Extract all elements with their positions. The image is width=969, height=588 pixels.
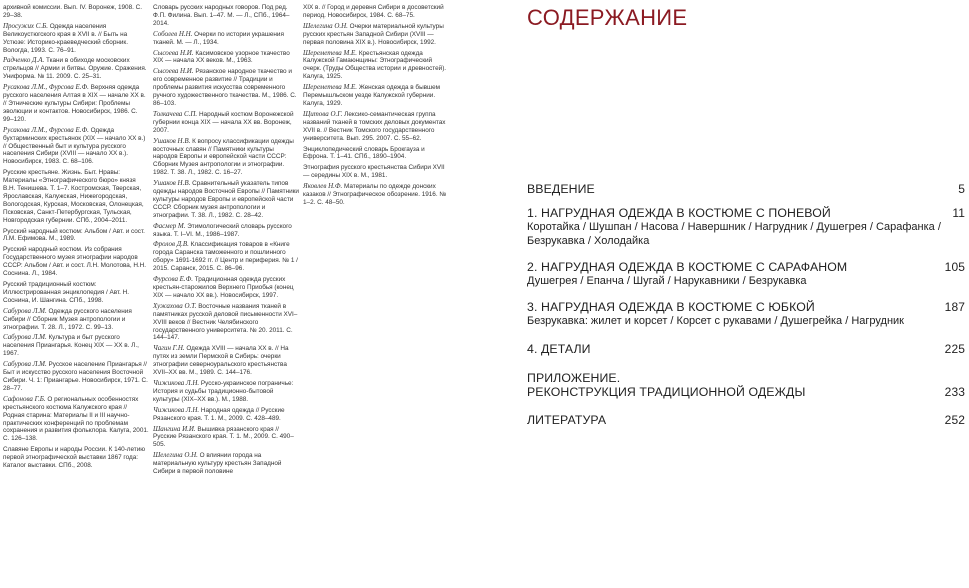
- bibliography-text: О региональных особенностях крестьянского костюма Калужского края // Родная старина: Материалы II и III научно-практических конференций по проблемам сохранения и развития фольклора. Калуга, 2001. С. 126–138.: [3, 395, 149, 443]
- bibliography-text: О влиянии города на материальную культуру крестьян Западной Сибири в первой половине: [153, 452, 282, 476]
- bibliography-entry: [303, 4, 449, 20]
- bibliography-text: Русские крестьяне. Жизнь. Быт. Нравы: Материалы «Этнографического бюро» князя В.Н. Тенишева. Т. 1–7. Костромская, Тверская, Ярославская, Калужская, Нижегородская, Вологодская, Курская, Московская, Олонецкая, Псковская, Санкт-Петербургская, Тульская, Новгородская губернии. СПб., 2004–2011.: [3, 169, 144, 224]
- bibliography-author: Шереметева М.Е.: [303, 48, 358, 57]
- bibliography-text: Верхняя одежда русского населения Алтая в XIX — начале XX в. // Этнические культуры Сибири: Проблемы эволюции и контактов. Новосибирск, 1986. С. 99–120.: [3, 84, 146, 123]
- bibliography-text: Сравнительный указатель типов одежды народов Восточной Европы // Памятники культуры народов Европы и европейской части СССР. Сборник музея антропологии и этнографии. Т. 38. Л., 1982. С. 28–42.: [153, 180, 299, 219]
- bibliography-entry: [153, 111, 299, 135]
- bibliography-entry: [153, 241, 299, 273]
- bibliography-text: Одежда населения Великоустюгского края в XVII в. // Быть на Устюзе: Историко-краеведческий сборник. Вологда, 1993. С. 76–91.: [3, 22, 128, 54]
- bibliography-text: Культура и быт русского населения Приангарья. Конец XIX — XX в. Л., 1967.: [3, 334, 139, 358]
- toc-page-number: 187: [944, 300, 965, 314]
- bibliography-entry: [3, 127, 149, 167]
- bibliography-text: Традиционная одежда русских крестьян-старожилов Верхнего Приобья (конец XIX — начало XX вв.). Новосибирск, 1997.: [153, 276, 294, 299]
- bibliography-text: Восточные названия тканей в памятниках русской деловой письменности XVI–XVIII веков // Вестник Челябинского государственного университета. № 20. 2011. С. 144–147.: [153, 302, 298, 342]
- toc-heading: 4. ДЕТАЛИ: [527, 342, 591, 356]
- bibliography-text: Славяне Европы и народы России. К 140-летию первой этнографической выставки 1867 года: Каталог выставки. СПб., 2008.: [3, 446, 146, 470]
- bibliography-author: Соболев Н.Н.: [153, 29, 193, 38]
- toc-page-number: 5: [958, 182, 965, 196]
- bibliography-author: Сафонова Г.Б.: [3, 394, 46, 403]
- toc-heading: 1. НАГРУДНАЯ ОДЕЖДА В КОСТЮМЕ С ПОНЕВОЙ: [527, 206, 831, 220]
- bibliography-entry: [3, 361, 149, 393]
- bibliography-text: Очерки материальной культуры русских крестьян Западной Сибири (XVIII — первая половина XIX в.). Новосибирск, 1992.: [303, 22, 444, 46]
- toc-subitems: Коротайка / Шушпан / Насова / Навершник / Нагрудник / Душегрея / Сарафанка / Безрукавка / Холодайка: [527, 221, 941, 247]
- toc-title: СОДЕРЖАНИЕ: [527, 5, 688, 30]
- bibliography-entry: [153, 223, 299, 239]
- bibliography-author: Хужахова О.Т.: [153, 301, 197, 310]
- bibliography-author: Шелегина О.Н.: [303, 21, 348, 30]
- bibliography-entry: [153, 50, 299, 66]
- bibliography-entry: [3, 281, 149, 305]
- bibliography-text: Русско-украинское пограничье: История и судьбы традиционно-бытовой культуры (XIX–XX вв.). М., 1988.: [153, 379, 294, 403]
- toc-heading: ВВЕДЕНИЕ: [527, 182, 595, 196]
- bibliography-author: Фролов Д.В.: [153, 240, 189, 249]
- bibliography-entry: [303, 84, 449, 108]
- toc-heading: 3. НАГРУДНАЯ ОДЕЖДА В КОСТЮМЕ С ЮБКОЙ: [527, 300, 815, 314]
- bibliography-entry: [153, 452, 299, 476]
- bibliography-author: Сысоева Н.И.: [153, 48, 194, 57]
- bibliography-author: Яковлев Н.Ф.: [303, 182, 343, 191]
- bibliography-entry: [303, 164, 449, 180]
- toc-heading: 2. НАГРУДНАЯ ОДЕЖДА В КОСТЮМЕ С САРАФАНОМ: [527, 260, 848, 274]
- bibliography-entry: [153, 303, 299, 343]
- bibliography-author: Чижикова Л.Н.: [153, 378, 200, 387]
- toc-entry-chapter-3[interactable]: [527, 300, 965, 328]
- bibliography-text: Этимологический словарь русского языка. Т. I–VI. М., 1986–1987.: [153, 222, 292, 238]
- bibliography-text: Русское население Приангарья // Быт и искусство русского населения Восточной Сибири. Ч. 1: Приангарье. Новосибирск, 1971. С. 28–77.: [3, 361, 148, 392]
- bibliography-column-2: [153, 4, 299, 479]
- bibliography-text: Касимовское узорное ткачество XIX — начала XX веков. М., 1963.: [153, 49, 290, 65]
- bibliography-entry: [3, 334, 149, 358]
- bibliography-entry: [3, 23, 149, 55]
- bibliography-text: Лексико-семантическая группа названий тканей в томских деловых документах XVII в. // Вестник Томского государственного университета. Вып. 295. 2007. С. 55–62.: [303, 110, 446, 142]
- bibliography-entry: [153, 276, 299, 300]
- bibliography-text: Ткани в обиходе московских стрельцов // Армии и битвы. Оружие. Сражения. Униформа. № 11. 2009. С. 25–31.: [3, 57, 147, 81]
- toc-entry-literature[interactable]: [527, 413, 965, 427]
- bibliography-author: Ушаков Н.В.: [153, 179, 191, 188]
- bibliography-author: Сабурова Л.М.: [3, 306, 47, 315]
- bibliography-entry: [303, 146, 449, 162]
- bibliography-author: Шелегина О.Н.: [153, 451, 198, 460]
- bibliography-text: Одежда русского населения Сибири // Сборник Музея антропологии и этнографии. Т. 28. Л., 1972. С. 99–13.: [3, 307, 132, 331]
- bibliography-author: Фасмер М.: [153, 221, 186, 230]
- bibliography-entry: [3, 396, 149, 443]
- toc-heading-line-2: РЕКОНСТРУКЦИЯ ТРАДИЦИОННОЙ ОДЕЖДЫ: [527, 385, 806, 399]
- bibliography-author: Фурсова Е.Ф.: [153, 275, 193, 284]
- bibliography-author: Сысоева Н.И.: [153, 67, 194, 76]
- bibliography-text: Материалы по одежде донских казаков // Этнографическое обозрение. 1916. № 1–2. С. 48–50.: [303, 183, 447, 206]
- bibliography-author: Русакова Л.М., Фурсова Е.Ф.: [3, 83, 89, 92]
- bibliography-entry: [153, 31, 299, 47]
- bibliography-entry: [153, 138, 299, 178]
- bibliography-column-1: [3, 4, 149, 473]
- bibliography-text: К вопросу классификации одежды восточных славян // Памятники культуры народов Европы и европейской части СССР: Сборник Музея антропологии и этнографии. 1982. Т. 38. Л., 1982. С. 16–27.: [153, 137, 294, 177]
- bibliography-text: Словарь русских народных говоров. Под ред. Ф.П. Филина. Вып. 1–47. М. — Л., СПб., 1964–2014.: [153, 4, 290, 27]
- toc-subitems: Душегрея / Епанча / Шугай / Нарукавники / Безрукавка: [527, 275, 807, 287]
- bibliography-text: Этнография русского крестьянства Сибири XVII — середины XIX в. М., 1981.: [303, 164, 445, 180]
- bibliography-entry: [303, 183, 449, 207]
- bibliography-text: архивной комиссии. Вып. IV. Воронеж, 1908. С. 29–38.: [3, 4, 142, 19]
- toc-heading: ЛИТЕРАТУРА: [527, 413, 607, 427]
- bibliography-entry: [153, 68, 299, 108]
- bibliography-author: Русакова Л.М., Фурсова Е.Ф.: [3, 125, 89, 134]
- bibliography-author: Ушаков Н.В.: [153, 136, 191, 145]
- bibliography-author: Радченко Д.А.: [3, 56, 45, 65]
- toc-page-number: 233: [944, 385, 965, 399]
- bibliography-author: Сабурова Л.М.: [3, 360, 47, 369]
- bibliography-entry: [3, 169, 149, 224]
- bibliography-text: Народная одежда // Русские Рязанского края. Т. 1. М., 2009. С. 428–489.: [153, 406, 285, 422]
- bibliography-author: Чижикова Л.Н.: [153, 405, 200, 414]
- bibliography-entry: [153, 345, 299, 377]
- bibliography-entry: [153, 380, 299, 404]
- toc-page-number: 105: [944, 260, 965, 274]
- bibliography-entry: [3, 446, 149, 470]
- toc-page-number: 11: [952, 206, 965, 220]
- bibliography-author: Шангина И.И.: [153, 424, 196, 433]
- toc-entry-chapter-2[interactable]: [527, 260, 965, 288]
- bibliography-text: Одежда бухтарминских крестьянок (XIX — начало XX в.) // Общественный быт и культура русского населения Сибири (XVIII — начало XX в.). Новосибирск, 1983. С. 68–106.: [3, 126, 146, 166]
- bibliography-author: Шереметева М.Е.: [303, 83, 358, 92]
- bibliography-entry: [303, 111, 449, 143]
- toc-subitems: Безрукавка: жилет и корсет / Корсет с рукавами / Душегрейка / Нагрудник: [527, 315, 904, 327]
- bibliography-entry: [303, 50, 449, 82]
- bibliography-entry: [153, 4, 299, 28]
- bibliography-column-3: [303, 4, 449, 210]
- bibliography-text: Рязанское народное ткачество и его современное развитие // Традиции и проблемы развития искусства современного ручного художественного ткачества. М., 1986. С. 86–103.: [153, 68, 297, 107]
- bibliography-entry: [3, 308, 149, 332]
- toc-entry-appendix[interactable]: [527, 371, 965, 399]
- bibliography-text: Энциклопедический словарь Брокгауза и Ефрона. Т. 1–41. СПб., 1890–1904.: [303, 145, 425, 161]
- bibliography-entry: [3, 57, 149, 81]
- bibliography-entry: [3, 4, 149, 20]
- bibliography-text: Очерки по истории украшения тканей. М. — Л., 1934.: [153, 30, 284, 46]
- toc-entry-chapter-1[interactable]: [527, 206, 965, 248]
- bibliography-text: Русский традиционный костюм: Иллюстрированная энциклопедия / Авт. Н. Соснина, И. Шангина. СПб., 1998.: [3, 281, 130, 304]
- toc-heading: ПРИЛОЖЕНИЕ.: [527, 371, 621, 385]
- bibliography-text: XIX в. // Город и деревня Сибири в досоветский период. Новосибирск, 1984. С. 68–75.: [303, 4, 444, 19]
- bibliography-text: Классификация товаров в «Книге города Саранска таможенного и пошлинного сбору» 1691-1692 гг. // Центр и периферия. № 1 / 2015. Саранск, 2015. С. 86–96.: [153, 241, 298, 273]
- bibliography-entry: [303, 23, 449, 47]
- toc-page-number: 252: [944, 413, 965, 427]
- bibliography-text: Русский народный костюм: Альбом / Авт. и сост. Л.М. Ефимова. М., 1989.: [3, 227, 145, 243]
- bibliography-entry: [3, 84, 149, 124]
- table-of-contents: [527, 182, 965, 427]
- bibliography-entry: [153, 180, 299, 220]
- bibliography-text: Русский народный костюм. Из собрания Государственного музея этнографии народов СССР: Альбом / Авт. и сост. Л.Н. Молотова, Н.Н. Соснина. Л., 1984.: [3, 246, 147, 278]
- bibliography-author: Просужих С.Б.: [3, 21, 48, 30]
- toc-page-number: 225: [944, 342, 965, 356]
- bibliography-entry: [153, 426, 299, 450]
- bibliography-entry: [3, 228, 149, 244]
- bibliography-author: Толкачева С.П.: [153, 109, 198, 118]
- bibliography-text: Вышивка рязанского края // Русские Рязанского края. Т. 1. М., 2009. С. 490–505.: [153, 425, 294, 449]
- bibliography-author: Щитова О.Г.: [303, 109, 343, 118]
- bibliography-author: Сабурова Л.М.: [3, 333, 47, 342]
- bibliography-entry: [153, 407, 299, 423]
- bibliography-text: Одежда XVIII — начала XX в. // На путях из земли Пермской в Сибирь: очерки этнографии северноуральского крестьянства XVII–XX вв. М., 1989. С. 144–176.: [153, 345, 289, 377]
- toc-entry-chapter-4[interactable]: [527, 342, 965, 356]
- bibliography-author: Чагин Г.Н.: [153, 344, 185, 353]
- bibliography-entry: [3, 246, 149, 278]
- bibliography-text: Крестьянская одежда Калужской Гамаюнщины: Этнографический очерк. (Труды Общества истории и древностей). Калуга, 1925.: [303, 49, 447, 81]
- toc-entry-introduction[interactable]: [527, 182, 965, 196]
- bibliography-text: Женская одежда в бывшем Перемышльском уезде Калужской губернии. Калуга, 1929.: [303, 84, 441, 107]
- bibliography-text: Народный костюм Воронежской губернии конца XIX — начала XX вв. Воронеж, 2007.: [153, 110, 294, 134]
